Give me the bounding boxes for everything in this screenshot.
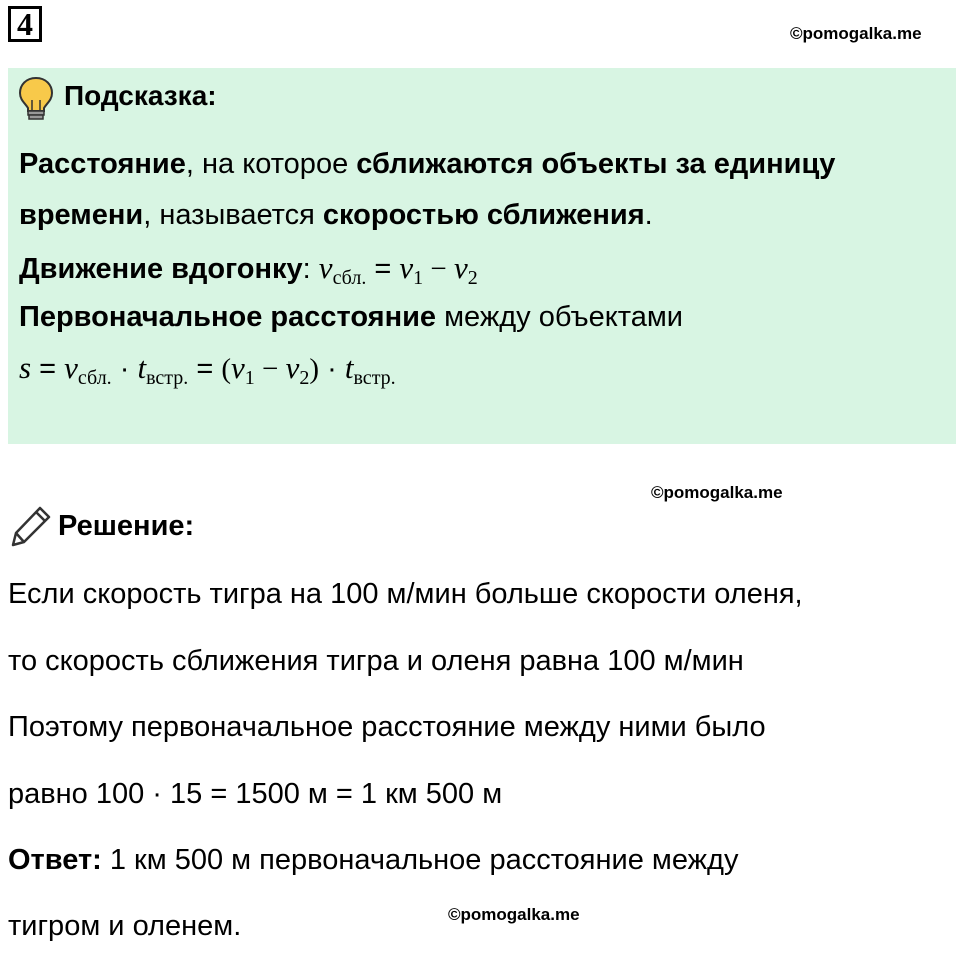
solution-line-3: Поэтому первоначальное расстояние между ними было (8, 711, 766, 743)
hint-formula: $s = v_{сбл.} \cdot t_{встр.} = (v_1 - v_2) \cdot t_{встр.}$ (19, 350, 396, 389)
hint-title: Подсказка: (64, 80, 217, 111)
hint-line-2: времени, называется скоростью сближения. (19, 199, 653, 231)
lightbulb-icon (18, 76, 54, 122)
solution-title: Решение: (58, 510, 195, 542)
hint-line-4: Первоначальное расстояние между объектами (19, 301, 683, 333)
answer-line-2: тигром и оленем. (8, 910, 242, 942)
task-number: 4 (8, 6, 42, 42)
solution-line-2: то скорость сближения тигра и оленя равна 100 м/мин (8, 645, 744, 677)
watermark-bottom: ©pomogalka.me (448, 905, 580, 924)
solution-line-4: равно 100 · 15 = 1500 м = 1 км 500 м (8, 778, 503, 810)
watermark-middle: ©pomogalka.me (651, 483, 783, 502)
pencil-icon (10, 505, 52, 547)
solution-line-1: Если скорость тигра на 100 м/мин больше скорости оленя, (8, 578, 803, 610)
hint-line-3: Движение вдогонку: $v_{сбл.} = v_1 - v_2$ (19, 250, 478, 289)
answer-line: Ответ: 1 км 500 м первоначальное расстояние между (8, 844, 739, 876)
watermark-top: ©pomogalka.me (790, 24, 922, 43)
hint-line-1: Расстояние, на которое сближаются объекты за единицу (19, 148, 836, 180)
